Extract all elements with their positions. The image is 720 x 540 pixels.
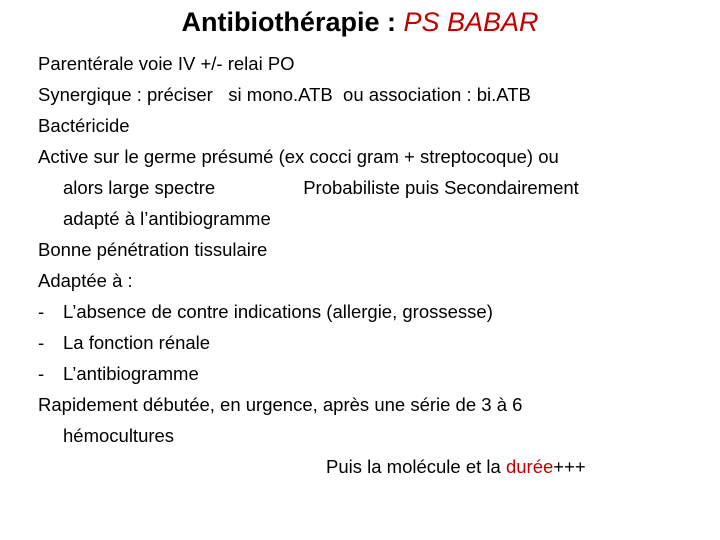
bullet-item-2 (38, 327, 710, 358)
title-prefix: Antibiothérapie : (181, 7, 404, 37)
line-rapidement-2: hémocultures (63, 425, 175, 446)
line-final (38, 451, 710, 482)
bullet-text-2: La fonction rénale (63, 332, 211, 353)
title-accent: PS BABAR (403, 7, 539, 37)
slide-body (38, 48, 710, 482)
line-rapidement-1: Rapidement débutée, en urgence, après une série de 3 à 6 (38, 394, 523, 415)
final-red-word: durée (505, 456, 554, 477)
final-suffix: +++ (553, 456, 586, 477)
line-penetration: Bonne pénétration tissulaire (38, 239, 268, 260)
bullet-dash: - (38, 301, 45, 322)
line-synergique: Synergique : préciser si mono.ATB ou association : bi.ATB (38, 84, 531, 105)
line-adaptee: Adaptée à : (38, 270, 133, 291)
final-prefix: Puis la molécule et la (326, 456, 506, 477)
line-active-3: adapté à l’antibiogramme (63, 208, 271, 229)
line-active-2 (38, 172, 710, 203)
line-active-2b: Probabiliste puis Secondairement (303, 177, 579, 198)
line-bactericide: Bactéricide (38, 115, 130, 136)
slide-title (0, 4, 720, 40)
bullet-item-1 (38, 296, 710, 327)
line-active-2a: alors large spectre (63, 177, 216, 198)
bullet-item-3 (38, 358, 710, 389)
line-active-1: Active sur le germe présumé (ex cocci gram + streptocoque) ou (38, 146, 559, 167)
bullet-dash: - (38, 332, 45, 353)
line-parenterale: Parentérale voie IV +/- relai PO (38, 53, 295, 74)
bullet-text-3: L’antibiogramme (63, 363, 199, 384)
bullet-dash: - (38, 363, 45, 384)
bullet-text-1: L’absence de contre indications (allergie, grossesse) (63, 301, 493, 322)
